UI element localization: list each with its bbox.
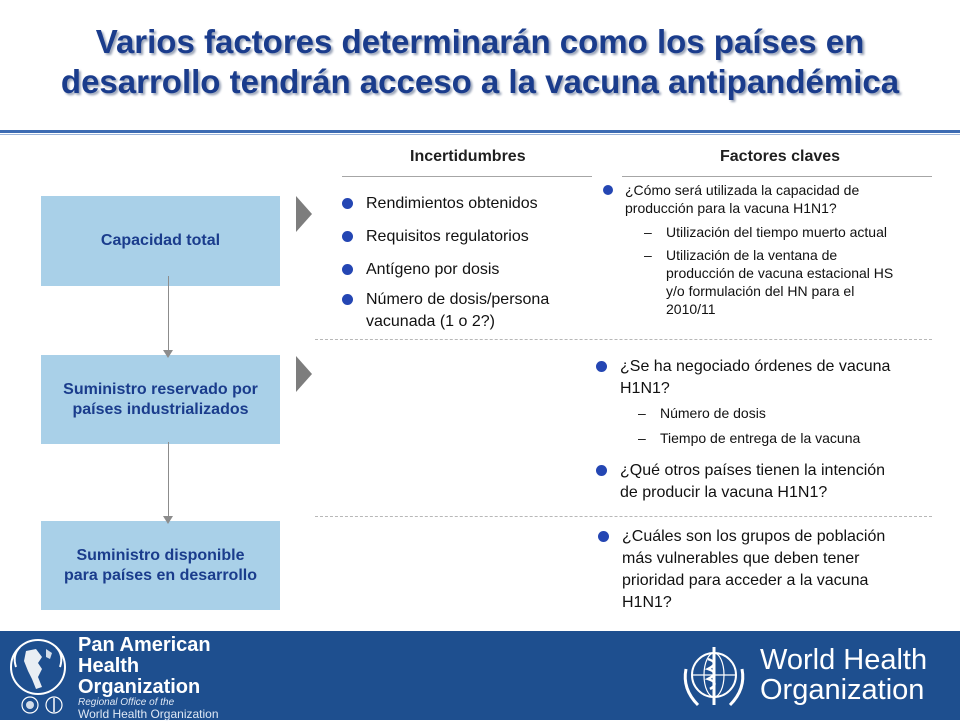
title-rule <box>0 130 960 133</box>
factor-subitem: – Número de dosis <box>638 405 766 421</box>
title-line-2: desarrollo tendrán acceso a la vacuna antipandémica <box>60 63 900 100</box>
factor-item: ¿Cuáles son los grupos de población más vulnerables que deben tener prioridad para acceder a la vacuna H1N1? <box>622 526 885 614</box>
box-available-line2: para países en desarrollo <box>64 566 257 584</box>
slide-title <box>0 22 960 102</box>
box-reserved-supply <box>41 355 280 444</box>
box-reserved-line2: países industrializados <box>72 400 249 418</box>
connector-2-arrow <box>163 516 173 524</box>
bullet-icon <box>342 264 353 275</box>
factor-item: ¿Cómo será utilizada la capacidad de producción para la vacuna H1N1? <box>625 181 859 217</box>
who-small-emblem-icon <box>44 695 64 715</box>
who-wordmark: World Health Organization <box>760 644 928 706</box>
paho-small-emblem-icon <box>20 695 40 715</box>
connector-2 <box>168 442 169 518</box>
bullet-icon <box>596 465 607 476</box>
bullet-icon <box>603 185 613 195</box>
paho-wordmark: Pan American Health Organization <box>78 634 211 698</box>
bullet-icon <box>342 294 353 305</box>
uncertainty-item: Número de dosis/persona vacunada (1 o 2?) <box>366 289 549 333</box>
paho-subtitle: Regional Office of the World Health Organization <box>78 697 219 721</box>
title-line-1: Varios factores determinarán como los países en <box>95 23 865 60</box>
col-header-key-factors: Factores claves <box>720 148 841 165</box>
box-total-capacity-label: Capacidad total <box>100 232 221 249</box>
box-reserved-line1: Suministro reservado por <box>63 380 258 398</box>
col-header-uncertainties: Incertidumbres <box>410 148 526 165</box>
bullet-icon <box>596 361 607 372</box>
factor-subitem: – Utilización de la ventana de producción de vacuna estacional HS y/o formulación del HN para el 2010/11 <box>644 247 894 317</box>
col-underline-uncertainties <box>342 176 592 177</box>
bullet-icon <box>342 198 353 209</box>
uncertainty-item: Antígeno por dosis <box>366 259 499 281</box>
factor-item: ¿Se ha negociado órdenes de vacuna H1N1? <box>620 356 890 400</box>
factor-subitem: – Tiempo de entrega de la vacuna <box>638 430 861 446</box>
paho-emblem-icon <box>8 637 68 697</box>
box-available-line1: Suministro disponible <box>76 546 245 564</box>
connector-1 <box>168 276 169 352</box>
uncertainty-item: Rendimientos obtenidos <box>366 193 538 215</box>
bullet-icon <box>342 231 353 242</box>
box-total-capacity <box>41 196 280 286</box>
factor-item: ¿Qué otros países tienen la intención de producir la vacuna H1N1? <box>620 460 885 504</box>
who-emblem-icon <box>676 639 752 715</box>
footer-bar <box>0 631 960 720</box>
box-available-supply <box>41 521 280 610</box>
row-separator <box>315 339 932 340</box>
title-rule-thin <box>0 134 960 135</box>
uncertainty-item: Requisitos regulatorios <box>366 226 529 248</box>
row-separator <box>315 516 932 517</box>
chevron-right-icon <box>296 196 312 232</box>
connector-1-arrow <box>163 350 173 358</box>
chevron-right-icon <box>296 356 312 392</box>
bullet-icon <box>598 531 609 542</box>
factor-subitem: – Utilización del tiempo muerto actual <box>644 224 887 240</box>
col-underline-key-factors <box>622 176 932 177</box>
